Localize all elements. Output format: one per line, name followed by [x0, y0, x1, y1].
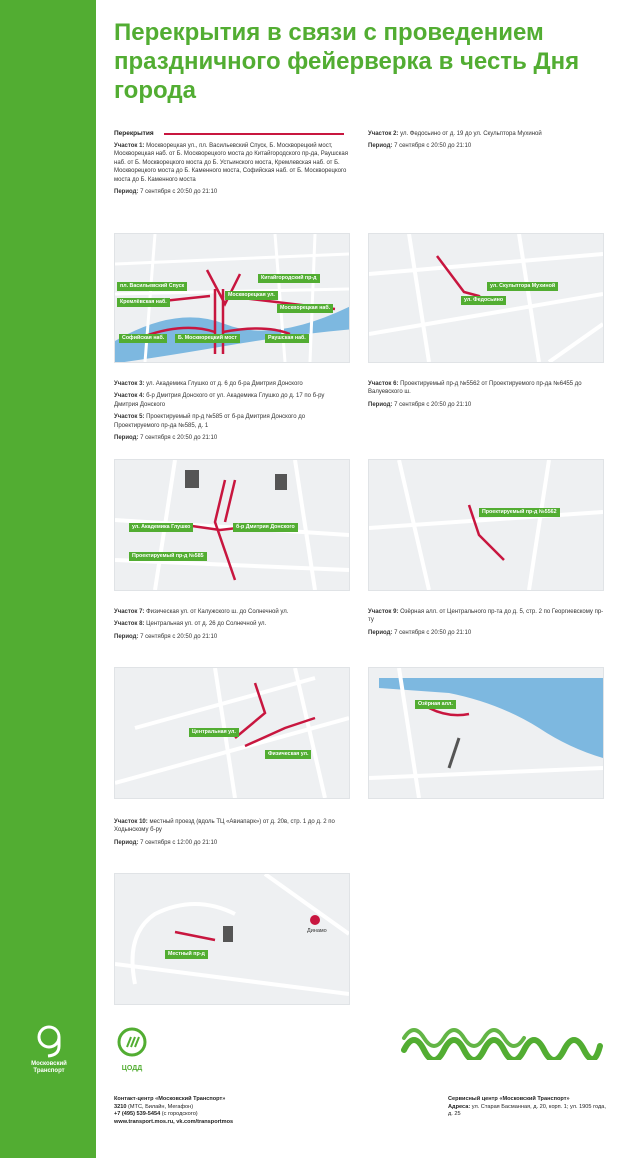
section-desc: Проектируемый пр-д №5562 от Проектируемого пр-да №6455 до Валуевского ш.	[368, 381, 582, 396]
map-label: Озёрная алл.	[415, 700, 456, 709]
map-section-3-5	[114, 459, 350, 591]
map-section-6	[368, 459, 604, 591]
service-addr: ул. Старая Басманная, д. 20, корп. 1; ул. 1905 года, д. 25	[448, 1103, 606, 1118]
section-head: Участок 7:	[114, 609, 145, 615]
moscow-transport-icon	[34, 1024, 64, 1058]
contact-phone: +7 (495) 539-5454	[114, 1111, 161, 1118]
period-label: Период:	[114, 435, 139, 442]
section-6-text	[368, 380, 604, 413]
section-desc: б-р Дмитрия Донского от ул. Академика Глушко до д. 17 по б-ру Дмитрия Донского	[114, 393, 325, 408]
codd-label: ЦОДД	[121, 1065, 143, 1072]
map-label: пл. Васильевский Спуск	[117, 282, 187, 291]
section-head: Участок 5:	[114, 414, 145, 421]
legend-label: Перекрытия	[114, 130, 154, 137]
map-label: Москворецкая ул.	[225, 291, 278, 300]
period-label: Период:	[114, 839, 139, 846]
period-value: 7 сентября с 20:50 до 21:10	[140, 435, 218, 442]
map-label: Проектируемый пр-д №5562	[479, 508, 560, 517]
section-7-8-text	[114, 608, 350, 645]
map-label: Центральная ул.	[189, 728, 239, 737]
section-head: Участок 6:	[368, 381, 399, 387]
contact-short-number: 3210	[114, 1103, 127, 1110]
map-label: Москворецкая наб.	[277, 304, 333, 313]
moscow-transport-label: Московский Транспорт	[31, 1061, 67, 1074]
map-section-2	[368, 233, 604, 363]
section-head: Участок 8:	[114, 621, 145, 628]
section-1-text	[114, 142, 350, 200]
codd-logo	[112, 1026, 152, 1072]
contact-center	[114, 1096, 233, 1126]
section-desc: Физическая ул. от Калужского ш. до Солнечной ул.	[146, 609, 289, 615]
period-label: Период:	[114, 189, 139, 196]
period-value: 7 сентября с 20:50 до 21:10	[140, 189, 218, 196]
service-addr-label: Адреса:	[448, 1103, 471, 1110]
section-desc: Центральная ул. от д. 26 до Солнечной ул.	[146, 621, 267, 628]
map-label: Б. Москворецкий мост	[175, 334, 240, 343]
moscow-transport-logo	[24, 1024, 74, 1075]
section-9-text	[368, 608, 604, 641]
section-desc: ул. Академика Глушко от д. 6 до б-ра Дмитрия Донского	[146, 381, 303, 387]
section-head: Участок 10:	[114, 819, 148, 825]
contact-short-note: (МТС, Билайн, Мегафон)	[128, 1103, 194, 1110]
section-2-text	[368, 130, 604, 155]
section-head: Участок 1:	[114, 143, 145, 149]
map-section-9	[368, 667, 604, 799]
period-value: 7 сентября с 20:50 до 21:10	[140, 633, 218, 640]
section-desc: ул. Федосьино от д. 19 до ул. Скульптора Мухиной	[400, 131, 542, 137]
map-label: Проектируемый пр-д №585	[129, 552, 207, 561]
contact-phone-note: (с городского)	[161, 1111, 198, 1118]
section-head: Участок 4:	[114, 393, 145, 400]
map-label: ул. Скульптора Мухиной	[487, 282, 558, 291]
page-title: Перекрытия в связи с проведением праздничного фейерверка в честь Дня города	[114, 19, 580, 104]
legend-closure-line	[164, 133, 344, 135]
contact-links[interactable]: www.transport.mos.ru, vk.com/transportmos	[114, 1118, 234, 1125]
codd-icon	[116, 1026, 148, 1058]
service-title: Сервисный центр «Московский Транспорт»	[448, 1096, 570, 1102]
map-label: Местный пр-д	[165, 950, 208, 959]
map-label: Физическая ул.	[265, 750, 311, 759]
section-3-5-text	[114, 380, 350, 446]
map-section-1	[114, 233, 350, 363]
period-label: Период:	[368, 401, 393, 408]
section-desc: Москворецкая ул., пл. Васильевский Спуск, Б. Москворецкий мост, Москворецкая наб. от Б. Москворецкого моста до Китайгородского пр-да, Раушская наб. от Б. Москворецкого моста до Б. Устьинского моста, Кремлевская наб. от Б. Москворецкого моста до Б. Каменного моста, Софийская наб. от Б. Москворецкого моста до Б. Каменного моста	[114, 143, 348, 183]
period-label: Период:	[114, 633, 139, 640]
map-label: Китайгородский пр-д	[258, 274, 320, 283]
moscow-wave-icon	[400, 1026, 604, 1060]
green-sidebar	[0, 0, 96, 1158]
metro-label: Динамо	[307, 928, 327, 934]
section-desc: местный проезд (вдоль ТЦ «Авиапарк») от д. 20в, стр. 1 до д. 2 по Ходынскому б-ру	[114, 819, 335, 834]
section-head: Участок 3:	[114, 381, 145, 387]
legend	[114, 130, 344, 137]
section-10-text	[114, 818, 350, 851]
map-label: Кремлёвская наб.	[117, 298, 170, 307]
map-label: б-р Дмитрия Донского	[233, 523, 298, 532]
map-section-7-8	[114, 667, 350, 799]
period-value: 7 сентября с 20:50 до 21:10	[394, 629, 472, 636]
period-value: 7 сентября с 12:00 до 21:10	[140, 839, 218, 846]
map-label: Раушская наб.	[265, 334, 309, 343]
map-label: ул. Федосьино	[461, 296, 506, 305]
map-label: ул. Академика Глушко	[129, 523, 193, 532]
period-label: Период:	[368, 143, 393, 150]
map-label: Софийская наб.	[119, 334, 167, 343]
service-center	[448, 1096, 608, 1119]
moscow-wave-logo	[400, 1026, 604, 1065]
period-value: 7 сентября с 20:50 до 21:10	[394, 143, 472, 150]
section-desc: Озёрная алл. от Центрального пр-та до д. 5, стр. 2 по Георгиевскому пр-ту	[368, 609, 604, 624]
section-desc: Проектируемый пр-д №585 от б-ра Дмитрия Донского до Проектируемого пр-да №585, д. 1	[114, 414, 306, 429]
section-head: Участок 9:	[368, 609, 399, 615]
section-head: Участок 2:	[368, 131, 399, 137]
period-value: 7 сентября с 20:50 до 21:10	[394, 401, 472, 408]
map-section-10	[114, 873, 350, 1005]
period-label: Период:	[368, 629, 393, 636]
contact-title: Контакт-центр «Московский Транспорт»	[114, 1096, 226, 1102]
